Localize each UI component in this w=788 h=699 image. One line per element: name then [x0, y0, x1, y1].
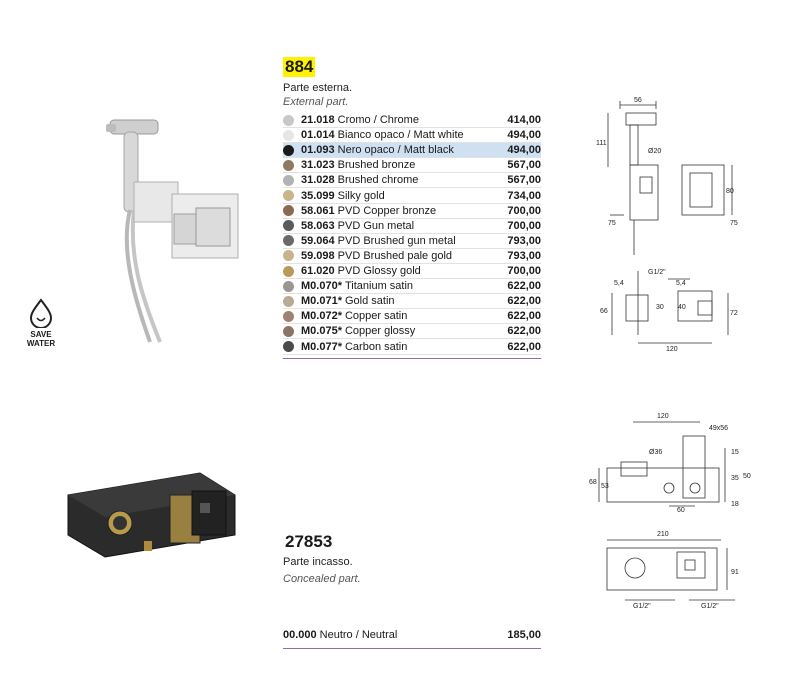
color-swatch-icon: [283, 326, 294, 337]
save-water-label: [26, 330, 56, 348]
finish-row: [283, 324, 541, 339]
color-swatch-icon: [283, 160, 294, 171]
finish-row: [283, 309, 541, 324]
finish-price: 622,00: [507, 295, 541, 308]
color-swatch-icon: [283, 266, 294, 277]
finish-row: [283, 294, 541, 309]
finish-price: 700,00: [507, 204, 541, 217]
finish-name: PVD Brushed pale gold: [337, 249, 453, 262]
product-image-884: [90, 110, 260, 350]
finish-name: Nero opaco / Matt black: [337, 144, 454, 157]
finish-row: [283, 173, 541, 188]
finish-code: M0.072*: [301, 310, 342, 323]
dim2-53: 53: [601, 483, 609, 490]
finish-name: Gold satin: [344, 295, 395, 308]
save-water-line2: WATER: [26, 339, 56, 348]
finish-price: 414,00: [507, 114, 541, 126]
water-drop-icon: [28, 298, 54, 328]
dim-54a: 5,4: [614, 280, 624, 287]
finish-name: Cromo / Chrome: [337, 114, 419, 126]
finish-price: 494,00: [507, 144, 541, 157]
finish-code: 59.064: [301, 234, 335, 247]
finish-code: 59.098: [301, 249, 335, 262]
finish-name: PVD Glossy gold: [337, 265, 421, 277]
finish-price: 734,00: [507, 189, 541, 202]
finish-code: M0.075*: [301, 325, 342, 338]
finish-name: Brushed chrome: [337, 174, 419, 187]
finish-name: Silky gold: [337, 189, 385, 202]
dim-75a: 75: [608, 220, 616, 227]
dim2-50: 50: [743, 473, 751, 480]
finish-row: [283, 279, 541, 294]
product-image-27853: [60, 465, 240, 560]
finish-code: 31.023: [301, 159, 335, 172]
finish-name: Titanium satin: [344, 280, 414, 293]
color-swatch-icon: [283, 130, 294, 141]
finish-row: [283, 264, 541, 279]
color-swatch-icon: [283, 311, 294, 322]
subtitle-en-27853: Concealed part.: [283, 573, 361, 585]
dim2-49x56: 49x56: [709, 425, 729, 432]
dim-66: 66: [600, 308, 608, 315]
technical-drawing-27853: [585, 408, 785, 613]
finish-price: 567,00: [507, 174, 541, 187]
color-swatch-icon: [283, 190, 294, 201]
finish-row: [283, 204, 541, 219]
finish-price: 622,00: [507, 310, 541, 323]
color-swatch-icon: [283, 281, 294, 292]
finish-row: [283, 128, 541, 143]
finish-name: Neutro / Neutral: [319, 628, 398, 641]
dim-80: 80: [726, 188, 734, 195]
color-swatch-icon: [283, 145, 294, 156]
finish-price: 622,00: [507, 280, 541, 293]
finish-name: PVD Brushed gun metal: [337, 234, 456, 247]
color-swatch-icon: [283, 341, 294, 352]
finish-name: PVD Copper bronze: [337, 204, 437, 217]
dim-g12: G1/2": [648, 269, 666, 276]
finish-name: Copper satin: [344, 310, 408, 323]
dim-111: 111: [596, 140, 607, 147]
dim-75b: 75: [730, 220, 738, 227]
finish-price: 494,00: [507, 129, 541, 142]
color-swatch-icon: [283, 235, 294, 246]
dim2-15: 15: [731, 449, 739, 456]
finish-name: Bianco opaco / Matt white: [337, 129, 464, 142]
finish-row: [283, 340, 541, 355]
dim2-18: 18: [731, 501, 739, 508]
dim-d20: Ø20: [648, 148, 662, 155]
dim2-60: 60: [677, 507, 685, 514]
dim2-91: 91: [731, 569, 739, 576]
finish-row: [283, 219, 541, 234]
finish-price: 622,00: [507, 325, 541, 338]
finish-price: 700,00: [507, 219, 541, 232]
dim2-210: 210: [657, 531, 669, 538]
subtitle-it-884: Parte esterna.: [283, 82, 353, 94]
finish-price: 185,00: [507, 628, 541, 641]
finish-code: 61.020: [301, 265, 335, 277]
dim2-g12b: G1/2": [701, 603, 719, 610]
finish-name: PVD Gun metal: [337, 219, 415, 232]
product-code-884: 884: [285, 57, 314, 76]
color-swatch-icon: [283, 205, 294, 216]
finish-price: 793,00: [507, 249, 541, 262]
finish-row: [283, 249, 541, 264]
finish-code: 01.014: [301, 129, 335, 142]
save-water-line1: SAVE: [30, 330, 52, 339]
divider-884: [283, 358, 541, 359]
finish-code: 21.018: [301, 114, 335, 126]
color-swatch-icon: [283, 220, 294, 231]
finish-code: M0.070*: [301, 280, 342, 293]
divider-27853: [283, 648, 541, 649]
finish-row: [283, 627, 541, 642]
dim2-g12a: G1/2": [633, 603, 651, 610]
finish-code: 35.099: [301, 189, 335, 202]
subtitle-it-27853: Parte incasso.: [283, 556, 353, 568]
dim2-d36: Ø36: [649, 449, 663, 456]
technical-drawing-884: [590, 95, 780, 355]
finish-code: 31.028: [301, 174, 335, 187]
finish-code: 00.000: [283, 628, 317, 641]
finish-price: 700,00: [507, 265, 541, 277]
color-swatch-icon: [283, 115, 294, 126]
finish-row: [283, 113, 541, 128]
finish-code: M0.071*: [301, 295, 342, 308]
dim-56: 56: [634, 97, 642, 104]
dim2-35: 35: [731, 475, 739, 482]
finish-name: Brushed bronze: [337, 159, 416, 172]
dim2-68: 68: [589, 479, 597, 486]
finish-code: 58.061: [301, 204, 335, 217]
dim-30: 30: [656, 304, 664, 311]
subtitle-en-884: External part.: [283, 96, 349, 108]
finish-row: [283, 158, 541, 173]
finish-code: 01.093: [301, 144, 335, 157]
color-swatch-icon: [283, 175, 294, 186]
product-code-27853: 27853: [285, 532, 333, 551]
finish-code: M0.077*: [301, 340, 342, 353]
dim-54b: 5,4: [676, 280, 686, 287]
dim-120: 120: [666, 346, 678, 353]
finish-row: [283, 234, 541, 249]
dim-40: 40: [678, 304, 686, 311]
dim2-120: 120: [657, 413, 669, 420]
finish-price: 567,00: [507, 159, 541, 172]
color-swatch-icon: [283, 296, 294, 307]
color-swatch-icon: [283, 250, 294, 261]
dim-72: 72: [730, 310, 738, 317]
finish-name: Copper glossy: [344, 325, 416, 338]
finish-price: 793,00: [507, 234, 541, 247]
finish-code: 58.063: [301, 219, 335, 232]
finish-name: Carbon satin: [344, 340, 408, 353]
finish-row: [283, 143, 541, 158]
finish-row: [283, 189, 541, 204]
finish-price: 622,00: [507, 340, 541, 353]
